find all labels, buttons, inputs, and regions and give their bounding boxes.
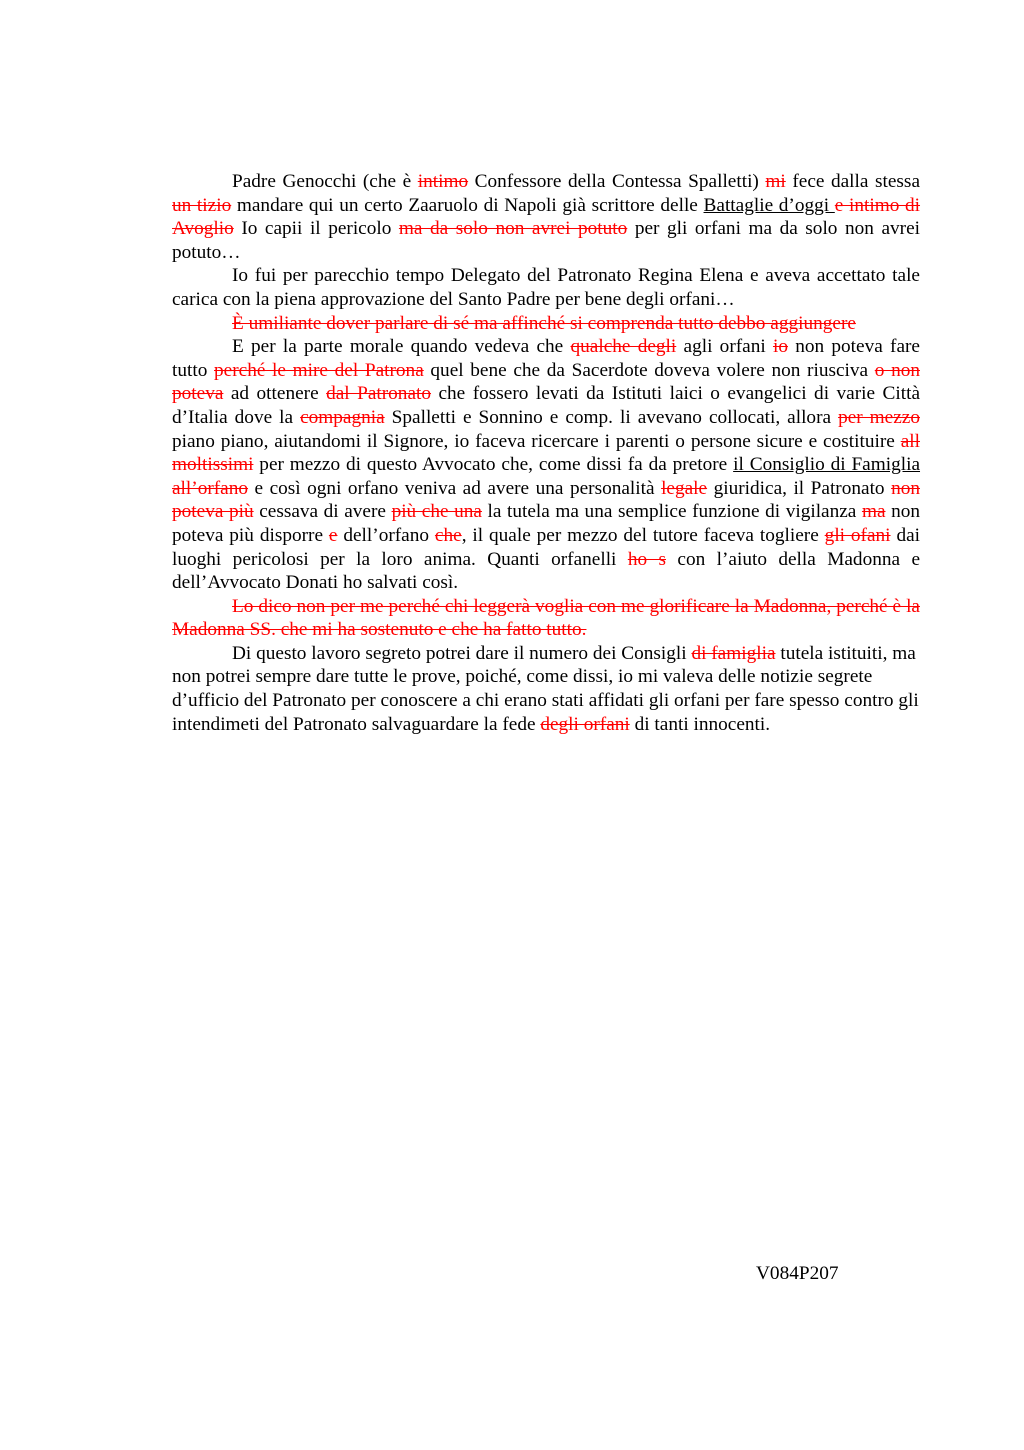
text-run: agli orfani	[676, 336, 773, 358]
deleted-text: ma	[861, 501, 886, 523]
paragraph	[172, 595, 920, 642]
text-run: Io capii il pericolo	[233, 218, 399, 240]
text-run: fece dalla stessa	[785, 171, 920, 192]
deleted-text: perché le mire del Patrona	[214, 359, 424, 381]
text-run: per gli orfani ma da solo non avrei potuto…	[172, 218, 920, 263]
text-run: non poteva fare tutto	[172, 336, 920, 381]
text-run: ad ottenere	[223, 383, 327, 405]
text-run: dell’orfano	[337, 524, 435, 546]
deleted-text: e intimo di Avoglio	[172, 194, 921, 240]
deleted-text: io	[772, 336, 788, 358]
text-run: con l’aiuto della Madonna e dell’Avvocato Donati ho salvati così.	[172, 548, 921, 594]
paragraph	[172, 170, 920, 264]
paragraph	[172, 335, 920, 595]
deleted-text: o non poteva	[172, 359, 920, 405]
deleted-text: non poteva più	[172, 477, 920, 523]
text-run: Confessore della Contessa Spalletti)	[468, 171, 766, 192]
deleted-text: all moltissimi	[172, 430, 920, 476]
deleted-text: compagnia	[300, 406, 385, 428]
deleted-text: ma da solo non avrei potuto	[398, 218, 628, 240]
deleted-text: qualche degli	[570, 336, 677, 358]
document-body	[172, 170, 920, 736]
deleted-text: e	[328, 524, 338, 546]
paragraph	[172, 642, 920, 736]
deleted-text: degli orfani	[540, 713, 630, 735]
deleted-text: più che una	[391, 501, 482, 523]
text-run: cessava di avere	[253, 501, 392, 523]
deleted-text: ho s	[627, 548, 666, 570]
deleted-text: È umiliante dover parlare di sé ma affinché si comprenda tutto debbo aggiungere	[232, 312, 856, 334]
deleted-text: intimo	[417, 171, 469, 192]
text-run: giuridica, il Patronato	[707, 477, 892, 499]
deleted-text: gli ofani	[824, 524, 891, 546]
deleted-text: un tizio	[172, 194, 232, 216]
paragraph	[172, 312, 920, 336]
text-run: piano piano, aiutandomi il Signore, io faceva ricercare i parenti o persone sicure e costituire	[172, 430, 901, 452]
text-run: Io fui per parecchio tempo Delegato del Patronato Regina Elena e aveva accettato tale carica con la piena approvazione del Santo Padre per bene degli orfani…	[172, 265, 920, 310]
deleted-text: legale	[661, 477, 708, 499]
text-run: , il quale per mezzo del tutore faceva togliere	[461, 524, 825, 546]
text-run: mandare qui un certo Zaaruolo di Napoli già scrittore delle	[231, 194, 704, 216]
text-run: non poteva più disporre	[172, 501, 921, 546]
text-run: Di questo lavoro segreto potrei dare il numero dei Consigli	[232, 642, 692, 664]
text-run: di tanti innocenti.	[629, 713, 771, 735]
page-code: V084P207	[756, 1263, 839, 1284]
text-run: che fossero levati da Istituti laici o evangelici di varie Città d’Italia dove la	[172, 383, 921, 428]
underlined-text: il Consiglio di Famiglia	[733, 454, 921, 476]
text-run: e così ogni orfano veniva ad avere una personalità	[248, 477, 662, 499]
text-run: dai luoghi pericolosi per la loro anima. Quanti orfanelli	[172, 524, 920, 570]
deleted-text: per mezzo	[838, 406, 920, 428]
text-run: Padre Genocchi (che è	[232, 171, 418, 192]
text-run: la tutela ma una semplice funzione di vigilanza	[481, 501, 862, 523]
underlined-text: Battaglie d’oggi	[703, 194, 835, 216]
text-run: per mezzo di questo Avvocato che, come dissi fa da pretore	[253, 454, 734, 476]
deleted-text: mi	[765, 171, 786, 192]
paragraph	[172, 264, 920, 311]
deleted-text: Lo dico non per me perché chi leggerà voglia con me glorificare la Madonna, perché è la Madonna SS. che mi ha sostenuto e che ha fatto tutto.	[172, 595, 920, 641]
text-run: E per la parte morale quando vedeva che	[232, 336, 571, 358]
deleted-text: che	[434, 524, 462, 546]
deleted-text: all’orfano	[172, 477, 249, 499]
text-run: tutela istituiti, ma non potrei sempre dare tutte le prove, poiché, come dissi, io mi valeva delle notizie segrete d’ufficio del Patronato per conoscere a chi erano stati affidati gli orfani per fare spesso contro gli intendimeti del Patronato salvaguardare la fede	[172, 642, 919, 735]
text-run: quel bene che da Sacerdote doveva volere non riusciva	[423, 359, 875, 381]
deleted-text: di famiglia	[691, 642, 776, 664]
text-run: Spalletti e Sonnino e comp. li avevano collocati, allora	[384, 406, 839, 428]
deleted-text: dal Patronato	[326, 383, 432, 405]
